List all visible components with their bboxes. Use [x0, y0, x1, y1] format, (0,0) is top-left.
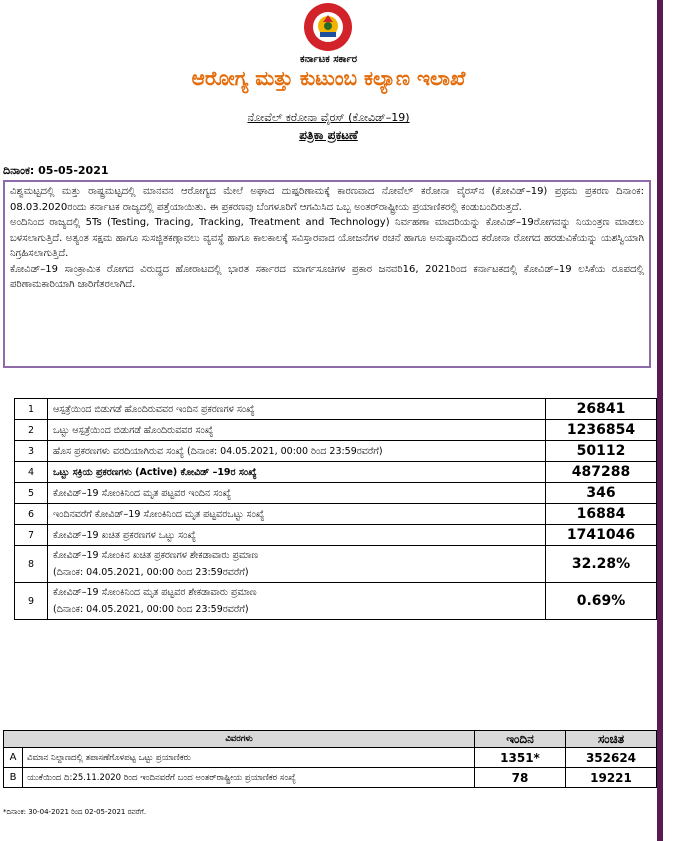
right-edge-bar	[657, 0, 663, 841]
row-value: 346	[546, 483, 657, 504]
row-label: ವಿಮಾನ ನಿಲ್ದಾಣದಲ್ಲಿ ತಪಾಸಣೆಗೊಳಪಟ್ಟ ಒಟ್ಟು ಪ್ರಯಾಣಿಕರು	[23, 748, 475, 768]
row-label: ಹೊಸ ಪ್ರಕರಣಗಳು ವರದಿಯಾಗಿರುವ ಸಂಖ್ಯೆ (ದಿನಾಂಕ: 04.05.2021, 00:00 ರಿಂದ 23:59ರವರೆಗೆ)	[48, 441, 546, 462]
footnote: *ದಿನಾಂಕ: 30-04-2021 ರಿಂದ 02-05-2021 ರವರೆಗೆ.	[3, 808, 147, 816]
release-date: ದಿನಾಂಕ: 05-05-2021	[3, 164, 109, 177]
table-row	[15, 399, 657, 420]
row-label: ಕೋವಿಡ್–19 ಖಚಿತ ಪ್ರಕರಣಗಳ ಒಟ್ಟು ಸಂಖ್ಯೆ	[48, 525, 546, 546]
row-key: B	[4, 768, 23, 788]
row-label: ಕೋವಿಡ್–19 ಸೋಂಕಿನಿಂದ ಮೃತ ಪಟ್ಟವರ ಶೇಕಡಾವಾರು ಪ್ರಮಾಣ	[53, 587, 257, 598]
column-header-today: ಇಂದಿನ	[475, 731, 566, 748]
row-number: 5	[15, 483, 48, 504]
table-header-row	[4, 731, 657, 748]
row-number: 2	[15, 420, 48, 441]
intro-paragraph: ವಿಶ್ವಮಟ್ಟದಲ್ಲಿ ಮತ್ತು ರಾಷ್ಟ್ರಮಟ್ಟದಲ್ಲಿ ಮಾನವನ ಆರೋಗ್ಯದ ಮೇಲೆ ಅಘಾದ ದುಷ್ಪರಿಣಾಮಕ್ಕೆ ಕಾರಣವಾದ ನೋವೆಲ್ ಕರೋನಾ ವೈರಸ್‌ನ (ಕೋವಿಡ್–19) ಪ್ರಥಮ ಪ್ರಕರಣ ದಿನಾಂಕ: 08.03.2020ರಂದು ಕರ್ನಾಟಕ ರಾಜ್ಯದಲ್ಲಿ ಪತ್ತೆಯಾಯಿತು. ಈ ಪ್ರಕರಣವು ಬೆಂಗಳೂರಿಗೆ ಆಗಮಿಸಿದ ಒಬ್ಬ ಅಂತರ್‌ರಾಷ್ಟ್ರೀಯ ಪ್ರಯಾಣಿಕರಲ್ಲಿ ಕಂಡುಬಂದಿರುತ್ತದೆ.	[10, 186, 644, 213]
column-header-details: ವಿವರಗಳು	[4, 731, 475, 748]
table-row	[15, 462, 657, 483]
row-value: 487288	[546, 462, 657, 483]
table-row	[15, 441, 657, 462]
row-value: 26841	[546, 399, 657, 420]
row-label: ಇಂದಿನವರೆಗೆ ಕೋವಿಡ್–19 ಸೋಂಕಿನಿಂದ ಮೃತ ಪಟ್ಟವರಒಟ್ಟು ಸಂಖ್ಯೆ	[48, 504, 546, 525]
table-row	[15, 583, 657, 620]
row-label: ಯುಕೆಯಿಂದ ದಿ:25.11.2020 ರಿಂದ ಇಂದಿನವರೆಗೆ ಬಂದ ಅಂತರ್‌ರಾಷ್ಟ್ರೀಯ ಪ್ರಯಾಣಿಕರ ಸಂಖ್ಯೆ	[23, 768, 475, 788]
row-value: 16884	[546, 504, 657, 525]
row-label-cell	[48, 583, 546, 620]
table-row	[15, 420, 657, 441]
row-label: ಆಸ್ಪತ್ರೆಯಿಂದ ಬಿಡುಗಡೆ ಹೊಂದಿರುವವರ ಇಂದಿನ ಪ್ರಕರಣಗಳ ಸಂಖ್ಯೆ	[48, 399, 546, 420]
row-number: 9	[15, 583, 48, 620]
row-today-value: 1351*	[475, 748, 566, 768]
row-sublabel: (ದಿನಾಂಕ: 04.05.2021, 00:00 ರಿಂದ 23:59ರವರೆಗೆ)	[53, 604, 249, 615]
row-label-cell	[48, 546, 546, 583]
table-row	[4, 768, 657, 788]
table-row	[15, 504, 657, 525]
row-number: 8	[15, 546, 48, 583]
row-label: ಕೋವಿಡ್–19 ಸೋಂಕಿನ ಖಚಿತ ಪ್ರಕರಣಗಳ ಶೇಕಡಾವಾರು ಪ್ರಮಾಣ	[53, 550, 259, 561]
state-name: ಕರ್ನಾಟಕ ಸರ್ಕಾರ	[299, 54, 358, 65]
row-number: 6	[15, 504, 48, 525]
table-row	[15, 546, 657, 583]
row-total-value: 19221	[566, 768, 657, 788]
row-number: 4	[15, 462, 48, 483]
row-value: 0.69%	[546, 583, 657, 620]
subject-line: ನೋವೆಲ್ ಕರೋನಾ ವೈರಸ್ (ಕೋವಿಡ್–19)	[247, 111, 410, 124]
row-key: A	[4, 748, 23, 768]
row-value: 1236854	[546, 420, 657, 441]
statistics-table	[14, 398, 657, 620]
department-title: ಆರೋಗ್ಯ ಮತ್ತು ಕುಟುಂಬ ಕಲ್ಯಾಣ ಇಲಾಖೆ	[191, 66, 466, 90]
row-value: 1741046	[546, 525, 657, 546]
row-value: 32.28%	[546, 546, 657, 583]
row-value: 50112	[546, 441, 657, 462]
row-label: ಕೋವಿಡ್–19 ಸೋಂಕಿನಿಂದ ಮೃತ ಪಟ್ಟವರ ಇಂದಿನ ಸಂಖ್ಯೆ	[48, 483, 546, 504]
row-today-value: 78	[475, 768, 566, 788]
karnataka-emblem-icon	[303, 2, 353, 52]
intro-box	[3, 180, 651, 368]
row-number: 1	[15, 399, 48, 420]
intro-paragraph: ಕೋವಿಡ್–19 ಸಾಂಕ್ರಾಮಿಕ ರೋಗದ ವಿರುದ್ಧದ ಹೋರಾಟದಲ್ಲಿ ಭಾರತ ಸರ್ಕಾರದ ಮಾರ್ಗಸೂಚಿಗಳ ಪ್ರಕಾರ ಜನವರಿ16, 2021ರಿಂದ ಕರ್ನಾಟಕದಲ್ಲಿ ಕೋವಿಡ್–19 ಲಸಿಕೆಯ ರೂಪದಲ್ಲಿ ಪರಿಣಾಮಕಾರಿಯಾಗಿ ಜಾರಿಗೆತರಲಾಗಿದೆ.	[10, 263, 644, 290]
row-sublabel: (ದಿನಾಂಕ: 04.05.2021, 00:00 ರಿಂದ 23:59ರವರೆಗೆ)	[53, 567, 249, 578]
row-label: ಒಟ್ಟು ಸಕ್ರಿಯ ಪ್ರಕರಣಗಳು (Active) ಕೋವಿಡ್ –19ರ ಸಂಖ್ಯೆ	[48, 462, 546, 483]
row-number: 3	[15, 441, 48, 462]
column-header-cumulative: ಸಂಚಿತ	[566, 731, 657, 748]
row-number: 7	[15, 525, 48, 546]
press-release-heading: ಪತ್ರಿಕಾ ಪ್ರಕಟಣೆ	[299, 128, 358, 142]
table-row	[15, 483, 657, 504]
intro-paragraph: ಅಂದಿನಿಂದ ರಾಜ್ಯದಲ್ಲಿ 5Ts (Testing, Tracing, Tracking, Treatment and Technology) ನಿರ್ವಹಣಾ ಮಾದರಿಯನ್ನು ಕೋವಿಡ್–19ರೋಗವನ್ನು ನಿಯಂತ್ರಣ ಮಾಡಲು ಬಳಸಲಾಗುತ್ತಿದೆ. ಅತ್ಯಂತ ಸಕ್ಷಮ ಹಾಗೂ ಸುಸಜ್ಜಿತಕಣ್ಗಾವಲು ವ್ಯವಸ್ಥೆ ಹಾಗೂ ಕಾಲಕಾಲಕ್ಕೆ ಸವಿಸ್ತಾರವಾದ ಯೋಜನೆಗಳ ರಚನೆ ಹಾಗೂ ಅನುಷ್ಠಾನದಿಂದ ಕರೋನಾ ರೋಗದ ಹರಡುವಿಕೆಯನ್ನು ಯಶಸ್ವಿಯಾಗಿ ನಿಗ್ರಹಿಸಲಾಗುತ್ತಿದೆ.	[10, 217, 644, 259]
table-row	[15, 525, 657, 546]
airport-screening-table	[3, 730, 657, 788]
row-total-value: 352624	[566, 748, 657, 768]
row-label: ಒಟ್ಟು ಆಸ್ಪತ್ರೆಯಿಂದ ಬಿಡುಗಡೆ ಹೊಂದಿರುವವರ ಸಂಖ್ಯೆ	[48, 420, 546, 441]
table-row	[4, 748, 657, 768]
